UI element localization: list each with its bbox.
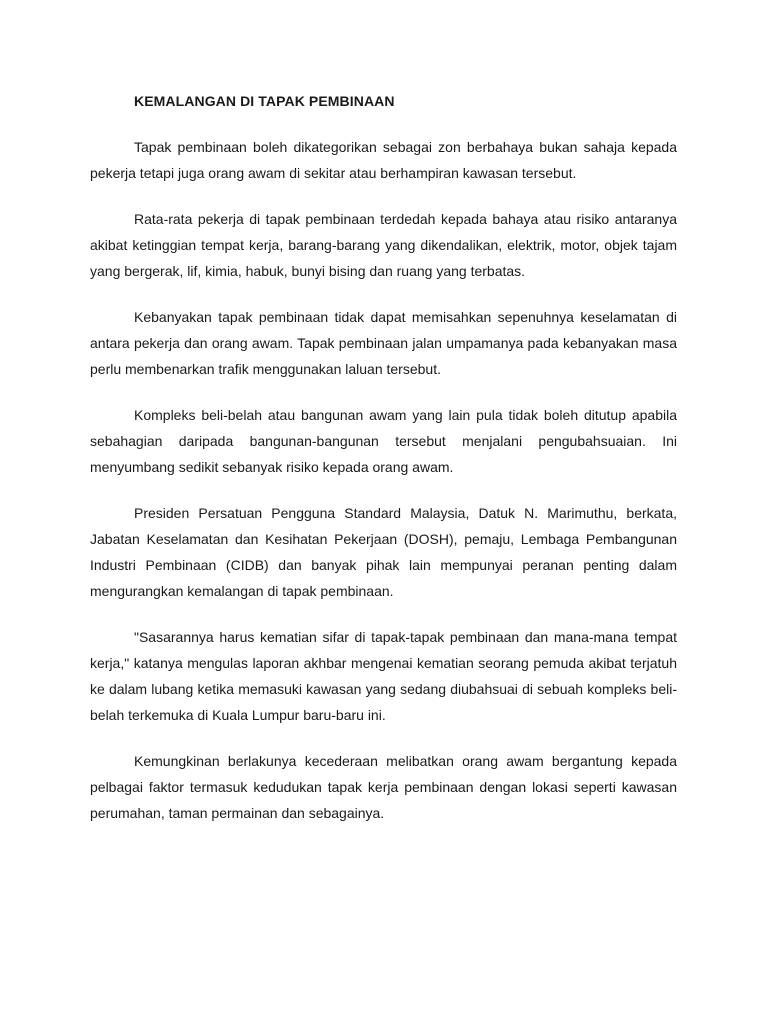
paragraph-3: Kebanyakan tapak pembinaan tidak dapat memisahkan sepenuhnya keselamatan di antara pekerja dan orang awam. Tapak pembinaan jalan umpamanya pada kebanyakan masa perlu membenarkan trafik menggunakan laluan tersebut. [90, 309, 677, 377]
paragraph-2: Rata-rata pekerja di tapak pembinaan terdedah kepada bahaya atau risiko antaranya akibat ketinggian tempat kerja, barang-barang yang dikendalikan, elektrik, motor, objek tajam yang bergerak, lif, kimia, habuk, bunyi bising dan ruang yang terbatas. [90, 211, 677, 279]
paragraph-7: Kemungkinan berlakunya kecederaan melibatkan orang awam bergantung kepada pelbagai faktor termasuk kedudukan tapak kerja pembinaan dengan lokasi seperti kawasan perumahan, taman permainan dan sebagainya. [90, 753, 677, 821]
paragraph-4: Kompleks beli-belah atau bangunan awam yang lain pula tidak boleh ditutup apabila sebahagian daripada bangunan-bangunan tersebut menjalani pengubahsuaian. Ini menyumbang sedikit sebanyak risiko kepada orang awam. [90, 407, 677, 475]
document-page [90, 88, 677, 826]
paragraph-1: Tapak pembinaan boleh dikategorikan sebagai zon berbahaya bukan sahaja kepada pekerja tetapi juga orang awam di sekitar atau berhampiran kawasan tersebut. [90, 139, 677, 181]
paragraph-6: "Sasarannya harus kematian sifar di tapak-tapak pembinaan dan mana-mana tempat kerja," katanya mengulas laporan akhbar mengenai kematian seorang pemuda akibat terjatuh ke dalam lubang ketika memasuki kawasan yang sedang diubahsuai di sebuah kompleks beli-belah terkemuka di Kuala Lumpur baru-baru ini. [90, 629, 677, 723]
document-title: KEMALANGAN DI TAPAK PEMBINAAN [134, 93, 395, 109]
paragraph-5: Presiden Persatuan Pengguna Standard Malaysia, Datuk N. Marimuthu, berkata, Jabatan Keselamatan dan Kesihatan Pekerjaan (DOSH), pemaju, Lembaga Pembangunan Industri Pembinaan (CIDB) dan banyak pihak lain mempunyai peranan penting dalam mengurangkan kemalangan di tapak pembinaan. [90, 505, 677, 599]
